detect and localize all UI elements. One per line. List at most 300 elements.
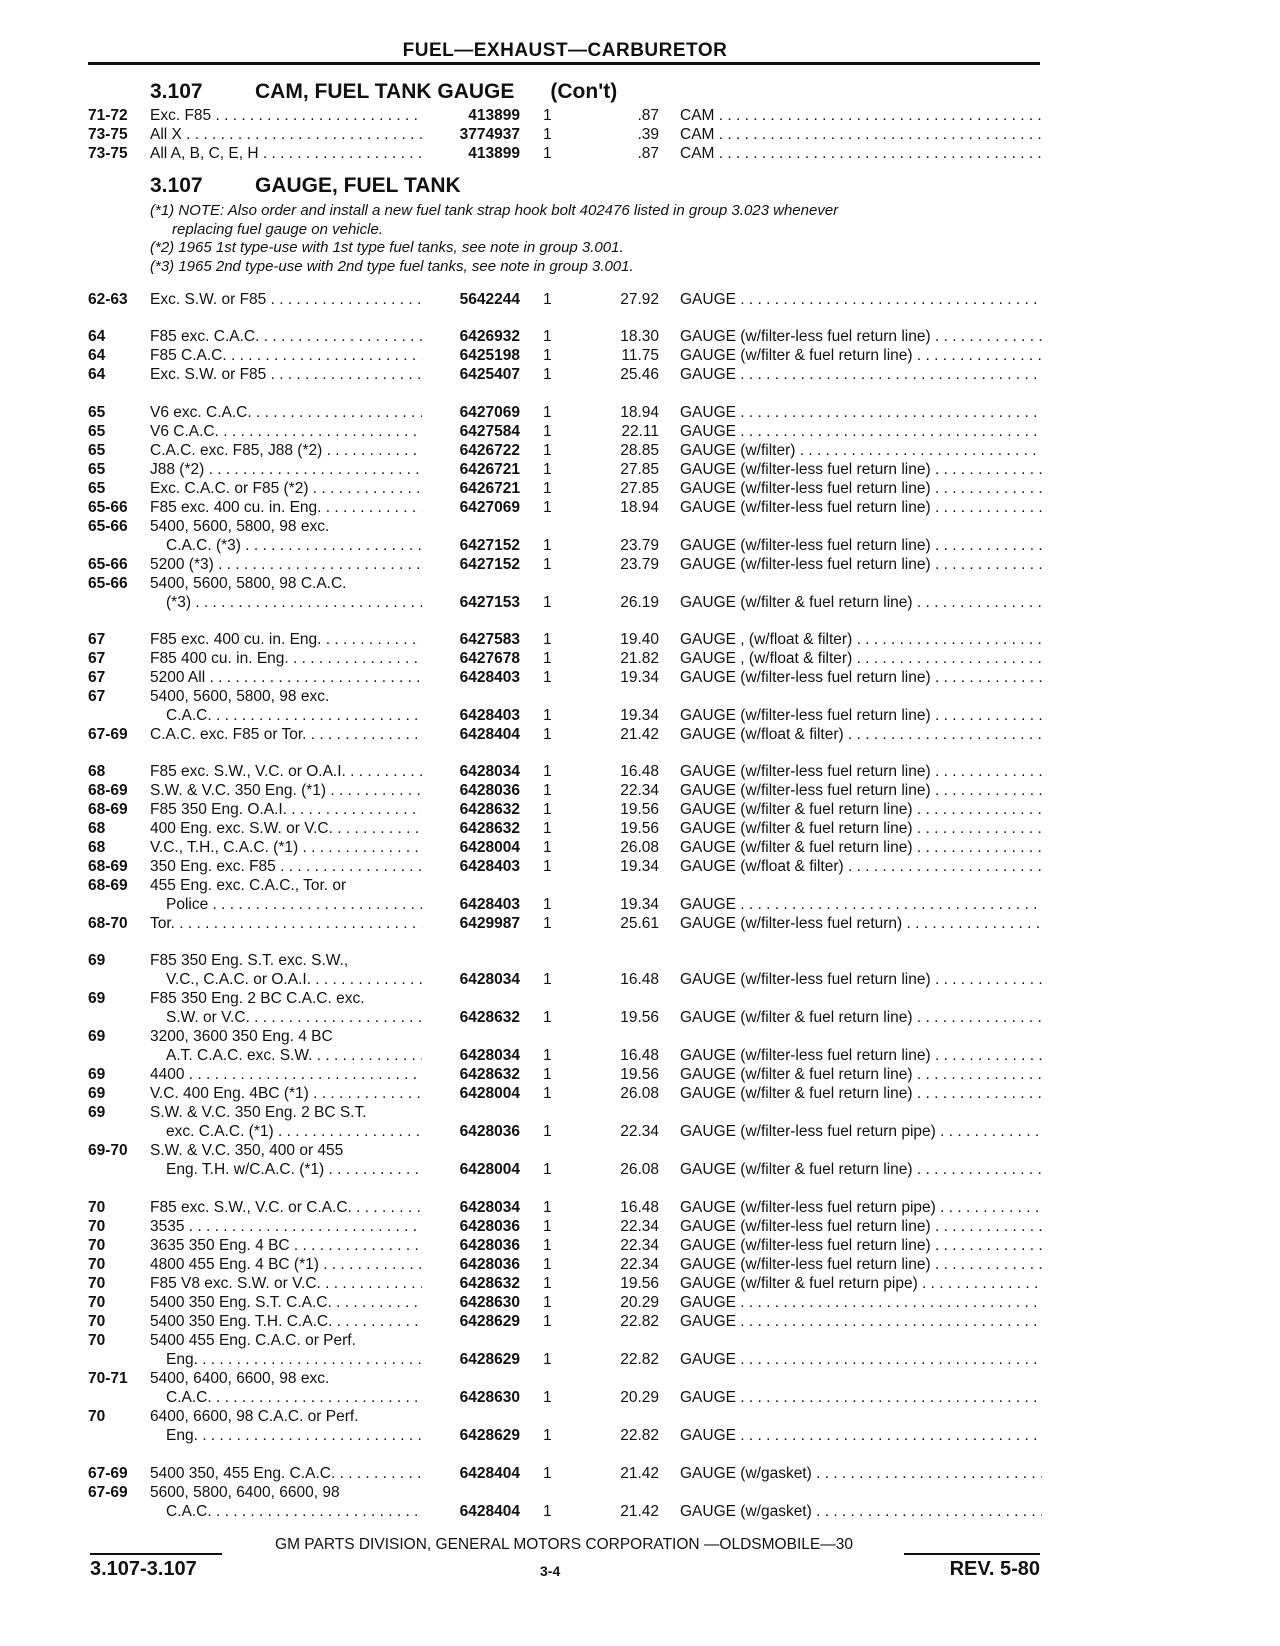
application-cell: 5400 350 Eng. T.H. C.A.C. . . .: [150, 1312, 422, 1331]
model-year-cell: 68-70: [88, 915, 128, 932]
quantity-cell: 1: [543, 726, 552, 743]
application-cell: C.A.C. . . .: [166, 1502, 422, 1521]
description-cell: GAUGE . . .: [680, 895, 1042, 914]
part-row: [0, 1084, 1280, 1103]
description-cell: GAUGE (w/filter-less fuel return line) . . .: [680, 1046, 1042, 1065]
description-cell: GAUGE . . .: [680, 365, 1042, 384]
part-row: [0, 125, 1280, 144]
price-cell: 19.56: [620, 820, 659, 837]
note-line: replacing fuel gauge on vehicle.: [172, 220, 383, 238]
quantity-cell: 1: [543, 480, 552, 497]
part-number-cell: 6428632: [459, 1009, 520, 1026]
application-cell: 5400 455 Eng. C.A.C. or Perf.: [150, 1332, 356, 1349]
part-row: [0, 1312, 1280, 1331]
model-year-cell: 68: [88, 763, 106, 780]
part-number-cell: 6427069: [459, 404, 520, 421]
model-year-cell: 64: [88, 366, 106, 383]
part-row: [0, 687, 1280, 706]
model-year-cell: 68-69: [88, 782, 128, 799]
footer-rule-right: [904, 1553, 1040, 1555]
quantity-cell: 1: [543, 1161, 552, 1178]
price-cell: 11.75: [621, 347, 659, 364]
price-cell: 19.40: [620, 631, 659, 648]
note-line: (*2) 1965 1st type-use with 1st type fuel tanks, see note in group 3.001.: [150, 239, 624, 256]
part-row: [0, 290, 1280, 309]
part-row: [0, 498, 1280, 517]
part-row: [0, 1255, 1280, 1274]
application-cell: F85 exc. C.A.C. . . .: [150, 327, 422, 346]
part-number-cell: 6428404: [459, 726, 520, 743]
part-row: [0, 1141, 1280, 1160]
description-cell: GAUGE . . .: [680, 1293, 1042, 1312]
quantity-cell: 1: [543, 328, 552, 345]
description-cell: GAUGE (w/filter-less fuel return line) . . .: [680, 498, 1042, 517]
price-cell: 21.42: [620, 1465, 659, 1482]
description-cell: GAUGE . . .: [680, 1350, 1042, 1369]
model-year-cell: 69: [88, 1104, 106, 1121]
application-cell: V.C. 400 Eng. 4BC (*1) . . .: [150, 1084, 422, 1103]
model-year-cell: 70: [88, 1256, 106, 1273]
part-number-cell: 6428004: [459, 839, 520, 856]
model-year-cell: 70: [88, 1332, 106, 1349]
part-row: [0, 857, 1280, 876]
description-cell: GAUGE , (w/float & filter) . . .: [680, 630, 1042, 649]
part-number-cell: 6428034: [459, 1199, 520, 1216]
quantity-cell: 1: [543, 1313, 552, 1330]
description-cell: GAUGE (w/filter-less fuel return line) . . .: [680, 1236, 1042, 1255]
description-cell: GAUGE (w/filter-less fuel return line) . . .: [680, 781, 1042, 800]
part-row: [0, 479, 1280, 498]
part-row: [0, 441, 1280, 460]
model-year-cell: 67: [88, 669, 106, 686]
quantity-cell: 1: [543, 896, 552, 913]
part-row: [0, 762, 1280, 781]
description-cell: GAUGE (w/gasket) . . .: [680, 1502, 1042, 1521]
price-cell: .39: [637, 126, 659, 143]
price-cell: 27.92: [620, 291, 659, 308]
application-cell: F85 400 cu. in. Eng. . . .: [150, 649, 422, 668]
description-cell: GAUGE (w/filter-less fuel return pipe) . . .: [680, 1198, 1042, 1217]
application-cell: 350 Eng. exc. F85 . . .: [150, 857, 422, 876]
part-row: [0, 365, 1280, 384]
quantity-cell: 1: [543, 1218, 552, 1235]
quantity-cell: 1: [543, 1503, 552, 1520]
model-year-cell: 71-72: [88, 107, 128, 124]
part-number-cell: 6428403: [459, 669, 520, 686]
price-cell: 19.56: [620, 1066, 659, 1083]
model-year-cell: 73-75: [88, 126, 128, 143]
part-number-cell: 6428036: [459, 1256, 520, 1273]
application-cell: S.W. & V.C. 350 Eng. 2 BC S.T.: [150, 1104, 367, 1121]
part-number-cell: 6428034: [459, 763, 520, 780]
part-row: [0, 1160, 1280, 1179]
part-row: [0, 1274, 1280, 1293]
quantity-cell: 1: [543, 1427, 552, 1444]
application-cell: V6 exc. C.A.C. . . .: [150, 403, 422, 422]
description-cell: GAUGE (w/filter-less fuel return line) . . .: [680, 970, 1042, 989]
price-cell: 22.82: [620, 1351, 659, 1368]
quantity-cell: 1: [543, 594, 552, 611]
model-year-cell: 65: [88, 461, 106, 478]
model-year-cell: 67: [88, 631, 106, 648]
part-row: [0, 593, 1280, 612]
section-number: 3.107: [150, 80, 203, 103]
model-year-cell: 65: [88, 442, 106, 459]
application-cell: Exc. S.W. or F85 . . .: [150, 365, 422, 384]
description-cell: GAUGE (w/filter-less fuel return pipe) . . .: [680, 1122, 1042, 1141]
quantity-cell: 1: [543, 107, 552, 124]
description-cell: GAUGE (w/filter-less fuel return line) . . .: [680, 762, 1042, 781]
part-number-cell: 6427152: [459, 537, 520, 554]
price-cell: 20.29: [620, 1389, 659, 1406]
model-year-cell: 70: [88, 1218, 106, 1235]
part-number-cell: 6428630: [459, 1294, 520, 1311]
part-number-cell: 6428036: [459, 1237, 520, 1254]
part-number-cell: 6428629: [459, 1427, 520, 1444]
quantity-cell: 1: [543, 347, 552, 364]
model-year-cell: 70-71: [88, 1370, 128, 1387]
quantity-cell: 1: [543, 858, 552, 875]
part-row: [0, 914, 1280, 933]
price-cell: 16.48: [620, 763, 659, 780]
part-row: [0, 1464, 1280, 1483]
part-number-cell: 413899: [468, 107, 520, 124]
part-row: [0, 1027, 1280, 1046]
part-row: [0, 517, 1280, 536]
part-row: [0, 951, 1280, 970]
description-cell: GAUGE . . .: [680, 1426, 1042, 1445]
model-year-cell: 70: [88, 1199, 106, 1216]
application-cell: 5200 All . . .: [150, 668, 422, 687]
price-cell: 27.85: [620, 461, 659, 478]
description-cell: GAUGE (w/filter-less fuel return line) . . .: [680, 555, 1042, 574]
part-number-cell: 6428632: [459, 801, 520, 818]
application-cell: 400 Eng. exc. S.W. or V.C. . . .: [150, 819, 422, 838]
application-cell: V.C., C.A.C. or O.A.I. . . .: [166, 970, 422, 989]
part-row: [0, 1426, 1280, 1445]
application-cell: S.W. or V.C. . . .: [166, 1008, 422, 1027]
description-cell: GAUGE (w/filter-less fuel return line) . . .: [680, 327, 1042, 346]
part-row: [0, 1065, 1280, 1084]
quantity-cell: 1: [543, 442, 552, 459]
price-cell: 19.56: [620, 801, 659, 818]
quantity-cell: 1: [543, 669, 552, 686]
description-cell: GAUGE . . .: [680, 290, 1042, 309]
model-year-cell: 67-69: [88, 1484, 128, 1501]
part-row: [0, 1198, 1280, 1217]
part-row: [0, 649, 1280, 668]
note-line: (*3) 1965 2nd type-use with 2nd type fuel tanks, see note in group 3.001.: [150, 257, 634, 275]
quantity-cell: 1: [543, 971, 552, 988]
price-cell: 23.79: [620, 537, 659, 554]
application-cell: A.T. C.A.C. exc. S.W. . . .: [166, 1046, 422, 1065]
application-cell: All A, B, C, E, H . . .: [150, 144, 422, 163]
price-cell: 21.42: [620, 1503, 659, 1520]
quantity-cell: 1: [543, 461, 552, 478]
model-year-cell: 65-66: [88, 575, 128, 592]
price-cell: 22.34: [620, 782, 659, 799]
quantity-cell: 1: [543, 1256, 552, 1273]
model-year-cell: 68-69: [88, 858, 128, 875]
part-number-cell: 6427152: [459, 556, 520, 573]
quantity-cell: 1: [543, 1066, 552, 1083]
part-number-cell: 6428036: [459, 1218, 520, 1235]
part-row: [0, 1502, 1280, 1521]
part-row: [0, 1483, 1280, 1502]
part-row: [0, 838, 1280, 857]
price-cell: 19.34: [620, 858, 659, 875]
application-cell: (*3) . . .: [166, 593, 422, 612]
application-cell: Police . . .: [166, 895, 422, 914]
part-row: [0, 876, 1280, 895]
part-number-cell: 6428004: [459, 1161, 520, 1178]
application-cell: F85 V8 exc. S.W. or V.C. . . .: [150, 1274, 422, 1293]
model-year-cell: 69-70: [88, 1142, 128, 1159]
part-row: [0, 1407, 1280, 1426]
application-cell: F85 exc. S.W., V.C. or O.A.I. . . .: [150, 762, 422, 781]
application-cell: J88 (*2) . . .: [150, 460, 422, 479]
part-row: [0, 1046, 1280, 1065]
price-cell: 26.08: [620, 1085, 659, 1102]
part-number-cell: 413899: [468, 145, 520, 162]
model-year-cell: 65: [88, 480, 106, 497]
model-year-cell: 70: [88, 1275, 106, 1292]
part-row: [0, 422, 1280, 441]
application-cell: C.A.C. exc. F85, J88 (*2) . . .: [150, 441, 422, 460]
quantity-cell: 1: [543, 1123, 552, 1140]
quantity-cell: 1: [543, 1237, 552, 1254]
part-number-cell: 6428034: [459, 1047, 520, 1064]
application-cell: Eng. T.H. w/C.A.C. (*1) . . .: [166, 1160, 422, 1179]
application-cell: C.A.C. (*3) . . .: [166, 536, 422, 555]
application-cell: All X . . .: [150, 125, 422, 144]
price-cell: 26.08: [620, 1161, 659, 1178]
part-number-cell: 6428630: [459, 1389, 520, 1406]
price-cell: 23.79: [620, 556, 659, 573]
application-cell: 4800 455 Eng. 4 BC (*1) . . .: [150, 1255, 422, 1274]
price-cell: 25.46: [620, 366, 659, 383]
model-year-cell: 62-63: [88, 291, 128, 308]
quantity-cell: 1: [543, 1199, 552, 1216]
price-cell: 22.82: [620, 1427, 659, 1444]
model-year-cell: 64: [88, 347, 106, 364]
part-row: [0, 630, 1280, 649]
application-cell: Exc. C.A.C. or F85 (*2) . . .: [150, 479, 422, 498]
part-row: [0, 144, 1280, 163]
part-number-cell: 6428632: [459, 820, 520, 837]
price-cell: 19.56: [620, 1009, 659, 1026]
application-cell: Eng. . . .: [166, 1350, 422, 1369]
part-number-cell: 6428004: [459, 1085, 520, 1102]
part-number-cell: 6427678: [459, 650, 520, 667]
description-cell: GAUGE . . .: [680, 403, 1042, 422]
model-year-cell: 67: [88, 650, 106, 667]
model-year-cell: 73-75: [88, 145, 128, 162]
quantity-cell: 1: [543, 650, 552, 667]
part-row: [0, 895, 1280, 914]
part-row: [0, 574, 1280, 593]
part-number-cell: 6429987: [459, 915, 520, 932]
part-number-cell: 6428629: [459, 1351, 520, 1368]
application-cell: 3535 . . .: [150, 1217, 422, 1236]
application-cell: 3635 350 Eng. 4 BC . . .: [150, 1236, 422, 1255]
application-cell: 3200, 3600 350 Eng. 4 BC: [150, 1028, 333, 1045]
description-cell: GAUGE (w/filter & fuel return line) . . .: [680, 838, 1042, 857]
model-year-cell: 69: [88, 1066, 106, 1083]
description-cell: GAUGE (w/filter-less fuel return line) . . .: [680, 668, 1042, 687]
price-cell: 22.34: [620, 1237, 659, 1254]
description-cell: GAUGE (w/filter-less fuel return line) . . .: [680, 1255, 1042, 1274]
application-cell: 5400, 5600, 5800, 98 exc.: [150, 688, 330, 705]
part-number-cell: 6428632: [459, 1275, 520, 1292]
part-row: [0, 555, 1280, 574]
model-year-cell: 67: [88, 688, 106, 705]
footer-group-range: 3.107-3.107: [90, 1558, 197, 1580]
description-cell: GAUGE (w/float & filter) . . .: [680, 725, 1042, 744]
part-row: [0, 819, 1280, 838]
application-cell: exc. C.A.C. (*1) . . .: [166, 1122, 422, 1141]
part-row: [0, 403, 1280, 422]
part-row: [0, 327, 1280, 346]
application-cell: F85 exc. S.W., V.C. or C.A.C. . . .: [150, 1198, 422, 1217]
model-year-cell: 68: [88, 820, 106, 837]
application-cell: 5400, 5600, 5800, 98 exc.: [150, 518, 330, 535]
price-cell: 20.29: [620, 1294, 659, 1311]
part-row: [0, 1350, 1280, 1369]
price-cell: 21.42: [620, 726, 659, 743]
quantity-cell: 1: [543, 801, 552, 818]
part-row: [0, 706, 1280, 725]
application-cell: 5400 350, 455 Eng. C.A.C. . . .: [150, 1464, 422, 1483]
part-row: [0, 781, 1280, 800]
quantity-cell: 1: [543, 782, 552, 799]
part-number-cell: 3774937: [459, 126, 520, 143]
description-cell: GAUGE , (w/float & filter) . . .: [680, 649, 1042, 668]
application-cell: F85 350 Eng. O.A.I. . . .: [150, 800, 422, 819]
quantity-cell: 1: [543, 423, 552, 440]
price-cell: 18.30: [620, 328, 659, 345]
model-year-cell: 69: [88, 1085, 106, 1102]
application-cell: Exc. F85 . . .: [150, 106, 422, 125]
model-year-cell: 65-66: [88, 518, 128, 535]
part-row: [0, 460, 1280, 479]
description-cell: GAUGE (w/filter & fuel return line) . . .: [680, 1065, 1042, 1084]
section-name: GAUGE, FUEL TANK: [255, 174, 461, 197]
part-row: [0, 970, 1280, 989]
part-number-cell: 6428034: [459, 971, 520, 988]
application-cell: 5400, 5600, 5800, 98 C.A.C.: [150, 575, 347, 592]
application-cell: S.W. & V.C. 350 Eng. (*1) . . .: [150, 781, 422, 800]
part-row: [0, 1331, 1280, 1350]
price-cell: 19.56: [620, 1275, 659, 1292]
part-number-cell: 6428404: [459, 1465, 520, 1482]
section-number: 3.107: [150, 174, 203, 197]
description-cell: CAM . . .: [680, 144, 1042, 163]
model-year-cell: 70: [88, 1237, 106, 1254]
quantity-cell: 1: [543, 1009, 552, 1026]
part-row: [0, 536, 1280, 555]
quantity-cell: 1: [543, 366, 552, 383]
quantity-cell: 1: [543, 1047, 552, 1064]
part-number-cell: 6426722: [459, 442, 520, 459]
quantity-cell: 1: [543, 820, 552, 837]
quantity-cell: 1: [543, 556, 552, 573]
description-cell: GAUGE (w/filter-less fuel return line) . . .: [680, 536, 1042, 555]
application-cell: C.A.C. . . .: [166, 1388, 422, 1407]
part-row: [0, 106, 1280, 125]
part-number-cell: 6428036: [459, 1123, 520, 1140]
part-row: [0, 989, 1280, 1008]
quantity-cell: 1: [543, 499, 552, 516]
part-row: [0, 1293, 1280, 1312]
model-year-cell: 65-66: [88, 499, 128, 516]
part-number-cell: 6427153: [459, 594, 520, 611]
application-cell: Exc. S.W. or F85 . . .: [150, 290, 422, 309]
footer-publisher: GM PARTS DIVISION, GENERAL MOTORS CORPORATION —OLDSMOBILE—30: [275, 1536, 853, 1553]
price-cell: 16.48: [620, 1199, 659, 1216]
part-number-cell: 6428403: [459, 896, 520, 913]
quantity-cell: 1: [543, 1389, 552, 1406]
model-year-cell: 69: [88, 952, 106, 969]
part-row: [0, 1103, 1280, 1122]
price-cell: 26.19: [620, 594, 659, 611]
part-row: [0, 1369, 1280, 1388]
price-cell: 22.11: [621, 423, 659, 440]
price-cell: 22.82: [620, 1313, 659, 1330]
application-cell: V.C., T.H., C.A.C. (*1) . . .: [150, 838, 422, 857]
model-year-cell: 70: [88, 1408, 106, 1425]
model-year-cell: 65: [88, 423, 106, 440]
application-cell: 455 Eng. exc. C.A.C., Tor. or: [150, 877, 347, 894]
description-cell: GAUGE (w/filter-less fuel return line) . . .: [680, 460, 1042, 479]
price-cell: 16.48: [620, 1047, 659, 1064]
part-number-cell: 5642244: [459, 291, 520, 308]
application-cell: Eng. . . .: [166, 1426, 422, 1445]
application-cell: F85 exc. 400 cu. in. Eng. . . .: [150, 630, 422, 649]
price-cell: 22.34: [620, 1123, 659, 1140]
section-continued-label: (Con't): [550, 80, 618, 103]
application-cell: 5200 (*3) . . .: [150, 555, 422, 574]
footer-page-number: 3-4: [540, 1563, 561, 1579]
description-cell: GAUGE (w/gasket) . . .: [680, 1464, 1042, 1483]
application-cell: V6 C.A.C. . . .: [150, 422, 422, 441]
application-cell: F85 350 Eng. S.T. exc. S.W.,: [150, 952, 349, 969]
part-number-cell: 6425198: [459, 347, 520, 364]
part-number-cell: 6427069: [459, 499, 520, 516]
part-row: [0, 1008, 1280, 1027]
footer-revision: REV. 5-80: [949, 1558, 1040, 1580]
price-cell: 22.34: [620, 1218, 659, 1235]
part-row: [0, 668, 1280, 687]
model-year-cell: 68-69: [88, 877, 128, 894]
quantity-cell: 1: [543, 1275, 552, 1292]
description-cell: GAUGE (w/filter & fuel return pipe) . . .: [680, 1274, 1042, 1293]
description-cell: CAM . . .: [680, 106, 1042, 125]
description-cell: GAUGE (w/filter & fuel return line) . . .: [680, 1084, 1042, 1103]
price-cell: 25.61: [620, 915, 659, 932]
description-cell: GAUGE (w/filter-less fuel return line) . . .: [680, 1217, 1042, 1236]
application-cell: 5400, 6400, 6600, 98 exc.: [150, 1370, 330, 1387]
quantity-cell: 1: [543, 291, 552, 308]
model-year-cell: 70: [88, 1294, 106, 1311]
price-cell: 18.94: [620, 404, 659, 421]
price-cell: 27.85: [620, 480, 659, 497]
application-cell: 6400, 6600, 98 C.A.C. or Perf.: [150, 1408, 359, 1425]
price-cell: 22.34: [620, 1256, 659, 1273]
section-name: CAM, FUEL TANK GAUGE: [255, 80, 515, 103]
price-cell: 28.85: [620, 442, 659, 459]
page-header-title: FUEL—EXHAUST—CARBURETOR: [402, 40, 728, 61]
